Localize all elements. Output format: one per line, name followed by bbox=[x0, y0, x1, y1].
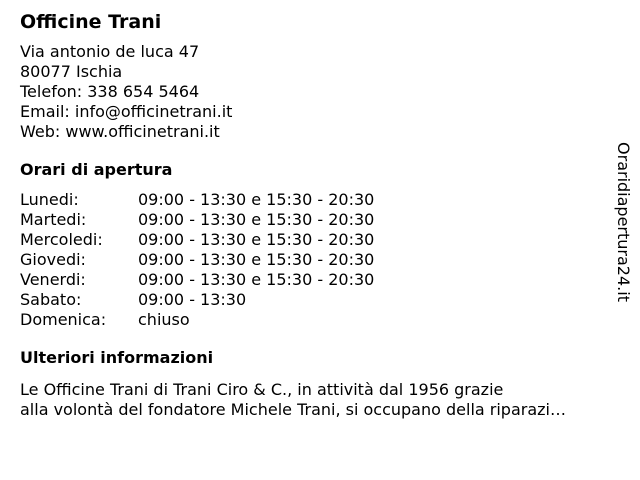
hours-title: Orari di apertura bbox=[20, 160, 173, 179]
info-description bbox=[20, 380, 600, 420]
day-label: Sabato: bbox=[20, 290, 82, 309]
phone-line: Telefon: 338 654 5464 bbox=[20, 82, 200, 101]
time-value: 09:00 - 13:30 e 15:30 - 20:30 bbox=[138, 210, 375, 229]
hours-row-tuesday bbox=[20, 210, 600, 230]
hours-row-sunday bbox=[20, 310, 600, 330]
time-value: 09:00 - 13:30 e 15:30 - 20:30 bbox=[138, 190, 375, 209]
business-card bbox=[20, 10, 600, 420]
web-line: Web: www.officinetrani.it bbox=[20, 122, 220, 141]
day-label: Lunedi: bbox=[20, 190, 79, 209]
info-line: Le Officine Trani di Trani Ciro & C., in attività dal 1956 grazie bbox=[20, 380, 504, 399]
day-label: Giovedi: bbox=[20, 250, 86, 269]
time-value: 09:00 - 13:30 e 15:30 - 20:30 bbox=[138, 250, 375, 269]
hours-row-monday bbox=[20, 190, 600, 210]
day-label: Mercoledi: bbox=[20, 230, 103, 249]
day-label: Martedi: bbox=[20, 210, 87, 229]
address-street: Via antonio de luca 47 bbox=[20, 42, 200, 61]
site-watermark: Oraridiapertura24.it bbox=[614, 142, 633, 302]
day-label: Domenica: bbox=[20, 310, 107, 329]
info-title: Ulteriori informazioni bbox=[20, 348, 214, 367]
email-line: Email: info@officinetrani.it bbox=[20, 102, 233, 121]
time-value: 09:00 - 13:30 e 15:30 - 20:30 bbox=[138, 230, 375, 249]
time-value: 09:00 - 13:30 bbox=[138, 290, 247, 309]
time-value: chiuso bbox=[138, 310, 190, 329]
info-line: alla volontà del fondatore Michele Trani, si occupano della riparazi… bbox=[20, 400, 566, 419]
day-label: Venerdi: bbox=[20, 270, 86, 289]
hours-row-friday bbox=[20, 270, 600, 290]
business-name: Officine Trani bbox=[20, 11, 162, 33]
hours-row-saturday bbox=[20, 290, 600, 310]
hours-row-thursday bbox=[20, 250, 600, 270]
address-block bbox=[20, 42, 600, 142]
hours-row-wednesday bbox=[20, 230, 600, 250]
address-city: 80077 Ischia bbox=[20, 62, 123, 81]
time-value: 09:00 - 13:30 e 15:30 - 20:30 bbox=[138, 270, 375, 289]
hours-table bbox=[20, 190, 600, 330]
